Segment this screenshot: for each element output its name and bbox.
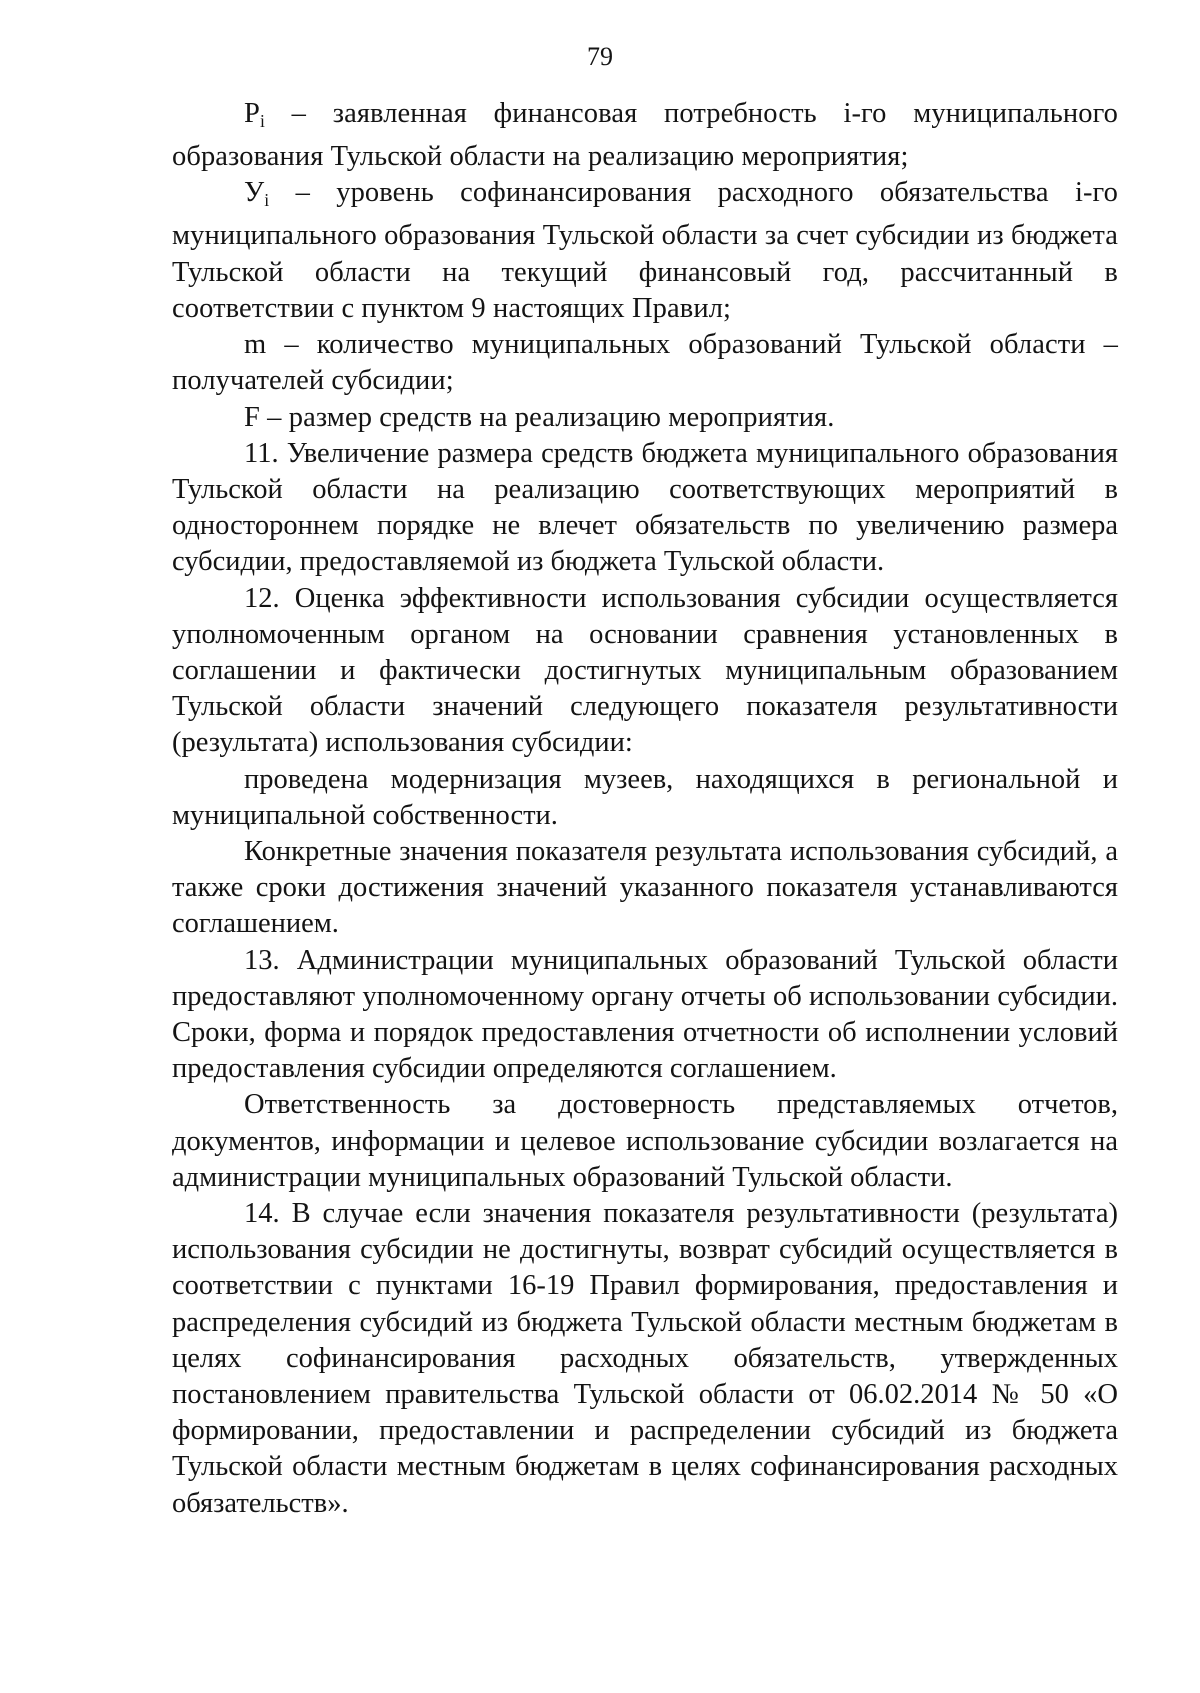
page-number: 79 bbox=[587, 42, 613, 71]
definition-p bbox=[172, 96, 1118, 175]
definition-f bbox=[172, 400, 1118, 436]
definition-text: – заявленная финансовая потребность i-го муниципального образования Тульской области на реализацию мероприятия; bbox=[172, 98, 1118, 173]
variable-symbol bbox=[244, 329, 266, 360]
paragraph-12: 12. Оценка эффективности использования субсидии осуществляется уполномоченным органом на основании сравнения установленных в соглашении и фактически достигнутых муниципальным образованием Тульской области значений следующего показателя результативности (результата) использования субсидии: bbox=[172, 582, 1118, 759]
definition-text: – размер средств на реализацию мероприятия. bbox=[259, 401, 835, 433]
definition-text: – уровень софинансирования расходного обязательства i-го муниципального образования Тульской области за счет субсидии из бюджета Тульской области на текущий финансовый год, рассчитанный в соответствии с пунктом 9 настоящих Правил; bbox=[172, 177, 1118, 324]
paragraph-12-indicator: проведена модернизация музеев, находящихся в региональной и муниципальной собственности. bbox=[172, 763, 1118, 831]
document-body bbox=[172, 96, 1118, 1522]
variable-symbol bbox=[244, 98, 265, 129]
symbol-subscript: i bbox=[264, 190, 270, 211]
paragraph-13-responsibility: Ответственность за достоверность представляемых отчетов, документов, информации и целевое использование субсидии возлагается на администрации муниципальных образований Тульской области. bbox=[172, 1089, 1118, 1193]
symbol-letter: m bbox=[244, 329, 267, 361]
variable-symbol bbox=[244, 177, 270, 211]
symbol-letter: P bbox=[244, 98, 260, 129]
paragraph-13: 13. Администрации муниципальных образований Тульской области предоставляют уполномоченному органу отчеты об использовании субсидии. Сроки, форма и порядок предоставления отчетности об исполнении условий предоставления субсидии определяются соглашением. bbox=[172, 944, 1118, 1085]
paragraph-12-values: Конкретные значения показателя результата использования субсидий, а также сроки достижения значений указанного показателя устанавливаются соглашением. bbox=[172, 835, 1118, 940]
symbol-subscript: i bbox=[259, 110, 265, 131]
symbol-letter: У bbox=[244, 177, 265, 209]
definition-m bbox=[172, 327, 1118, 399]
symbol-letter: F bbox=[244, 401, 260, 433]
paragraph-11: 11. Увеличение размера средств бюджета муниципального образования Тульской области на реализацию соответствующих мероприятий в одностороннем порядке не влечет обязательств по увеличению размера субсидии, предоставляемой из бюджета Тульской области. bbox=[172, 437, 1118, 578]
definition-y bbox=[172, 175, 1118, 327]
paragraph-14: 14. В случае если значения показателя результативности (результата) использования субсидии не достигнуты, возврат субсидий осуществляется в соответствии с пунктами 16-19 Правил формирования, предоставления и распределения субсидий из бюджета Тульской области местным бюджетам в целях софинансирования расходных обязательств, утвержденных постановлением правительства Тульской области от 06.02.2014 № 50 «О формировании, предоставлении и распределении субсидий из бюджета Тульской области местным бюджетам в целях софинансирования расходных обязательств». bbox=[172, 1197, 1118, 1519]
definition-text: – количество муниципальных образований Тульской области – получателей субсидии; bbox=[172, 329, 1118, 397]
variable-symbol bbox=[244, 402, 260, 433]
